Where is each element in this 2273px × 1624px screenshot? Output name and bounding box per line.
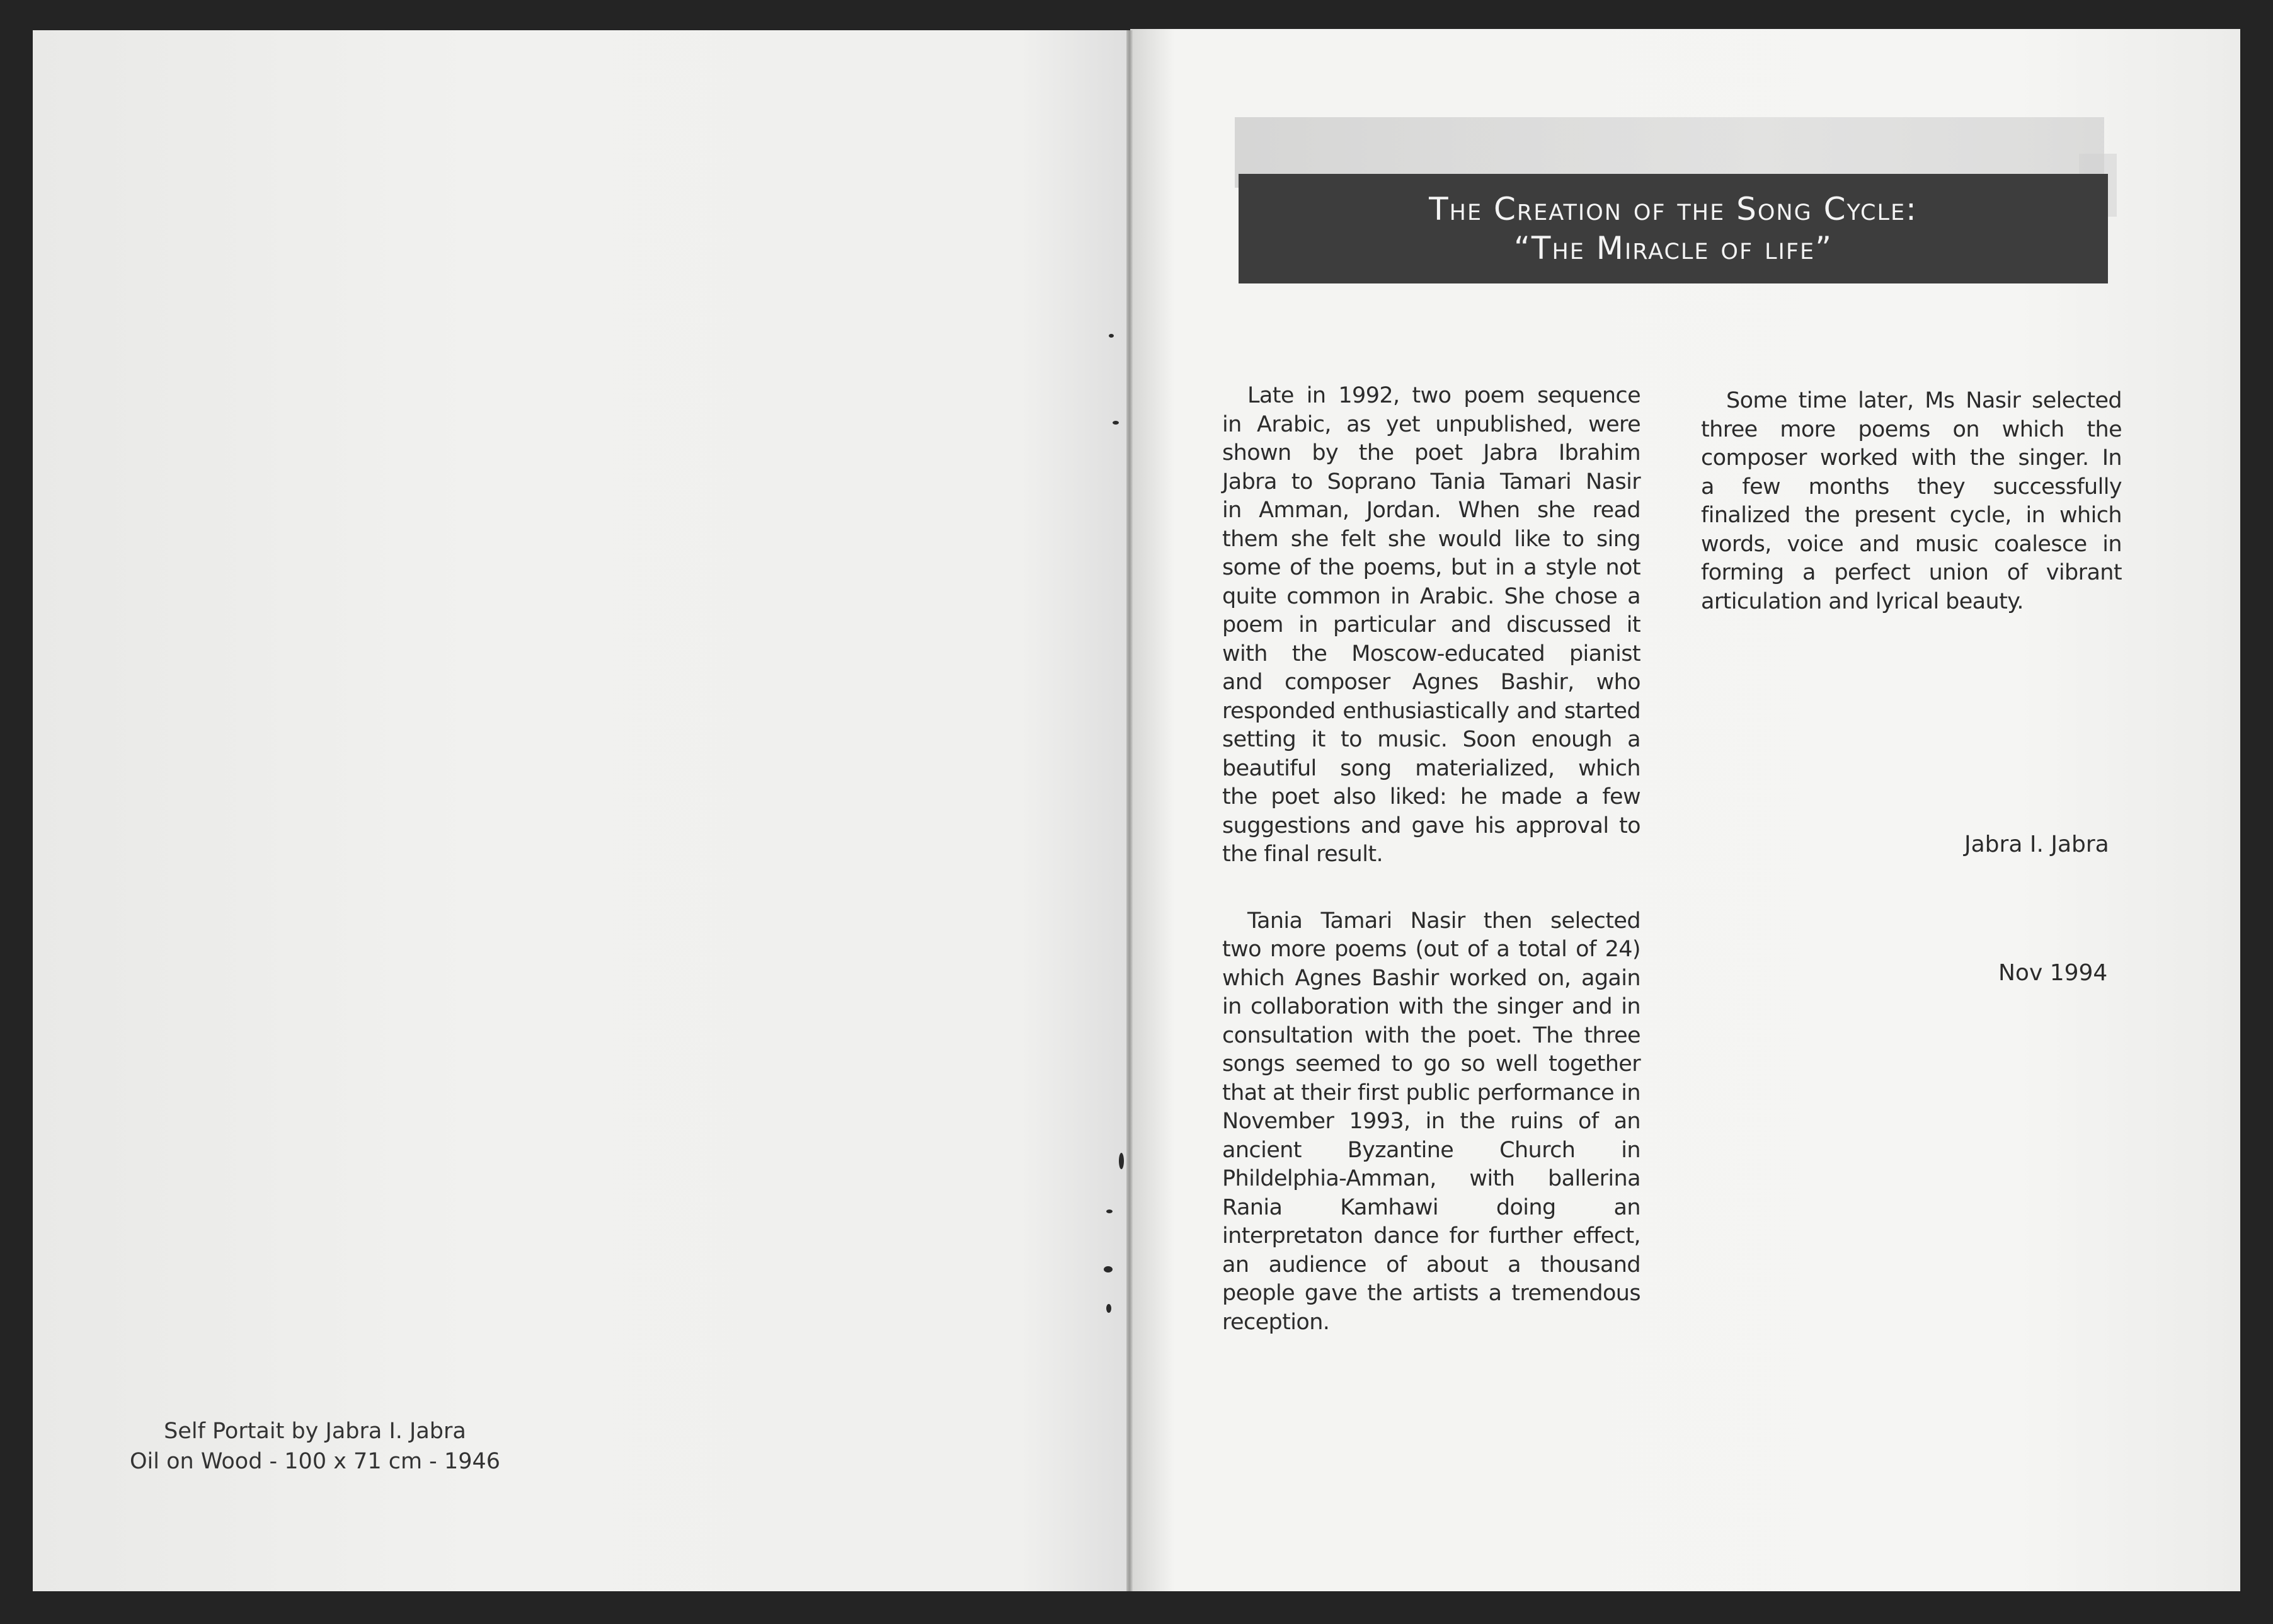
text-line: composer worked with the singer. In	[1701, 445, 2122, 471]
text-line: Jabra to Soprano Tania Tamari Nasir	[1222, 469, 1640, 495]
article-column-left	[1222, 382, 1640, 1337]
spine-mark	[1113, 421, 1119, 425]
paragraph-1	[1222, 382, 1640, 869]
text-line: in collaboration with the singer and in	[1222, 994, 1640, 1019]
text-line: songs seemed to go so well together	[1222, 1051, 1640, 1077]
left-page	[33, 30, 1130, 1591]
text-line: three more poems on which the	[1701, 416, 2122, 442]
spine-mark	[1119, 1153, 1124, 1169]
text-line: Phildelphia-Amman, with ballerina	[1222, 1166, 1640, 1191]
text-line: words, voice and music coalesce in	[1701, 531, 2122, 557]
text-line: shown by the poet Jabra Ibrahim	[1222, 440, 1640, 466]
text-line: an audience of about a thousand	[1222, 1252, 1640, 1278]
spine-mark	[1104, 1266, 1113, 1272]
title-line-1: The Creation of the Song Cycle:	[1429, 191, 1918, 227]
text-line: two more poems (out of a total of 24)	[1222, 937, 1640, 962]
paragraph-3	[1701, 387, 2122, 616]
text-line: which Agnes Bashir worked on, again	[1222, 965, 1640, 991]
text-line: in Arabic, as yet unpublished, were	[1222, 411, 1640, 437]
title-banner	[1239, 174, 2108, 283]
text-line: poem in particular and discussed it	[1222, 612, 1640, 638]
text-line: the final result.	[1222, 842, 1383, 867]
text-line: forming a perfect union of vibrant	[1701, 560, 2122, 585]
text-line: in Amman, Jordan. When she read	[1222, 498, 1640, 523]
text-line: consultation with the poet. The three	[1222, 1022, 1640, 1048]
author-signature: Jabra I. Jabra	[1964, 832, 2109, 857]
title-line-2: “The Miracle of life”	[1514, 230, 1833, 266]
painting-caption	[94, 1416, 535, 1477]
signature-date: Nov 1994	[1998, 960, 2108, 986]
text-line: the poet also liked: he made a few	[1222, 784, 1640, 809]
text-line: Late in 1992, two poem sequence	[1247, 383, 1640, 408]
text-line: that at their first public performance in	[1222, 1080, 1640, 1106]
text-line: Rania Kamhawi doing an	[1222, 1194, 1640, 1220]
text-line: Tania Tamari Nasir then selected	[1247, 908, 1640, 934]
spine-mark	[1109, 334, 1114, 338]
text-line: setting it to music. Soon enough a	[1222, 727, 1640, 752]
text-line: a few months they successfully	[1701, 474, 2122, 500]
text-line: reception.	[1222, 1309, 1330, 1335]
text-line: interpretaton dance for further effect,	[1222, 1223, 1640, 1249]
caption-details: Oil on Wood - 100 x 71 cm - 1946	[129, 1449, 501, 1474]
text-line: quite common in Arabic. She chose a	[1222, 583, 1640, 609]
text-line: some of the poems, but in a style not	[1222, 555, 1640, 580]
caption-title: Self Portait by Jabra I. Jabra	[164, 1419, 466, 1444]
article-column-right	[1701, 387, 2122, 616]
spine-mark	[1106, 1304, 1111, 1313]
text-line: people gave the artists a tremendous	[1222, 1281, 1640, 1306]
text-line: and composer Agnes Bashir, who	[1222, 670, 1640, 695]
text-line: with the Moscow-educated pianist	[1222, 641, 1640, 666]
booklet-spine	[1126, 30, 1133, 1591]
text-line: beautiful song materialized, which	[1222, 755, 1640, 781]
spine-mark	[1106, 1209, 1113, 1213]
text-line: finalized the present cycle, in which	[1701, 503, 2122, 528]
paragraph-2	[1222, 907, 1640, 1337]
text-line: suggestions and gave his approval to	[1222, 813, 1640, 838]
text-line: Some time later, Ms Nasir selected	[1726, 388, 2122, 413]
text-line: articulation and lyrical beauty.	[1701, 588, 2024, 614]
text-line: ancient Byzantine Church in	[1222, 1137, 1640, 1163]
text-line: them she felt she would like to sing	[1222, 526, 1640, 552]
text-line: November 1993, in the ruins of an	[1222, 1109, 1640, 1134]
text-line: responded enthusiastically and started	[1222, 698, 1640, 724]
